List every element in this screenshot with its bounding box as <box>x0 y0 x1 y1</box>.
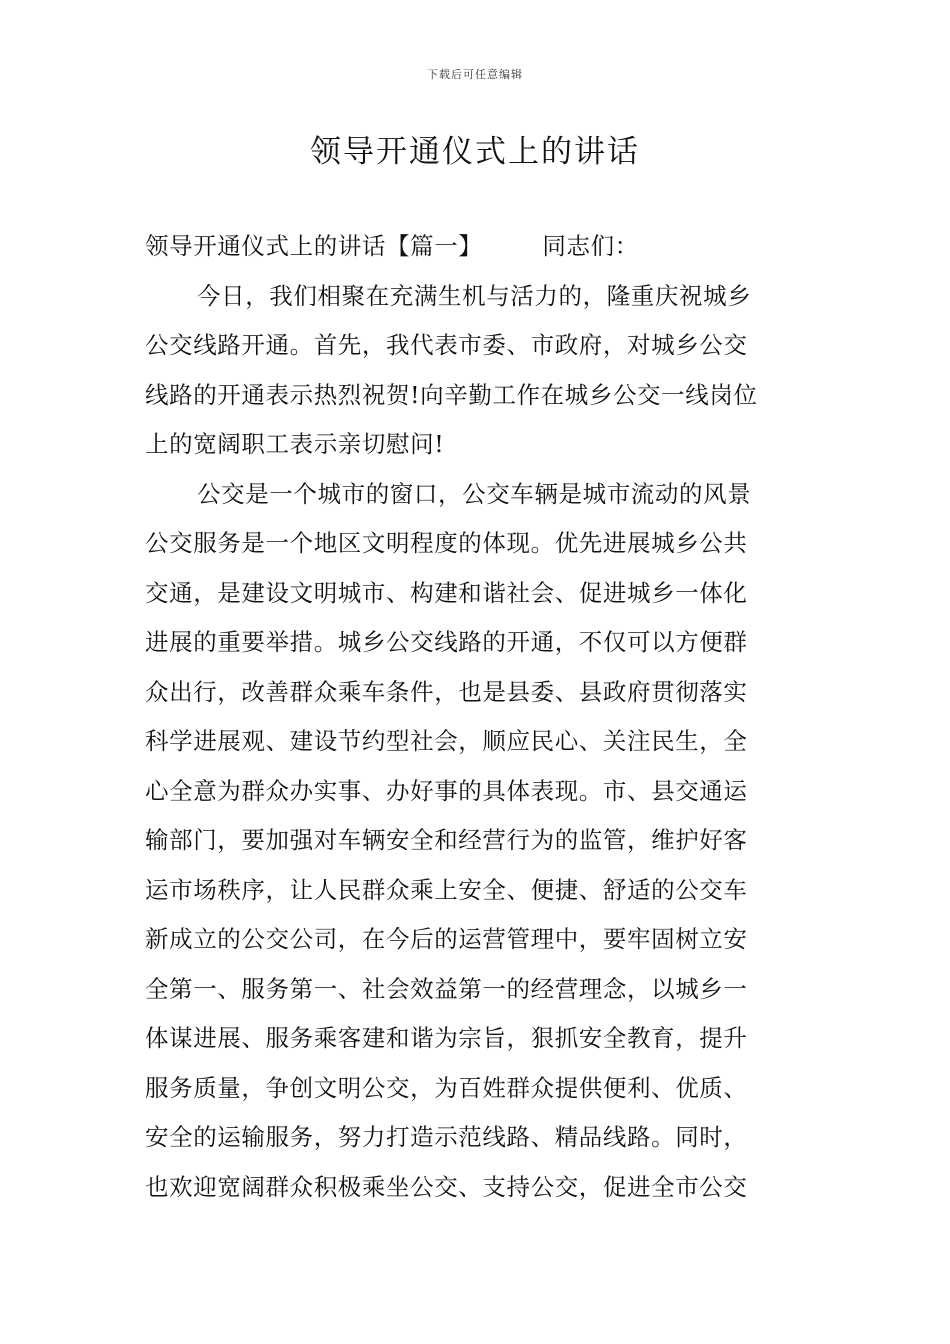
text-line: 今日，我们相聚在充满生机与活力的，隆重庆祝城乡 <box>197 281 752 310</box>
text-line: 体谋进展、服务乘客建和谐为宗旨，狠抓安全教育，提升 <box>145 1024 748 1052</box>
text-line: 线路的开通表示热烈祝贺!向辛勤工作在城乡公交一线岗位 <box>145 380 758 409</box>
text-line: 公交线路开通。首先，我代表市委、市政府，对城乡公交 <box>145 331 748 359</box>
text-line: 也欢迎宽阔群众积极乘坐公交、支持公交，促进全市公交 <box>145 1172 748 1201</box>
header-note: 下载后可任意编辑 <box>427 68 523 81</box>
text-line: 服务质量，争创文明公交，为百姓群众提供便利、优质、 <box>145 1073 748 1102</box>
document-body <box>145 222 810 1212</box>
text-line: 输部门，要加强对车辆安全和经营行为的监管，维护好客 <box>145 826 748 854</box>
text-line: 公交服务是一个地区文明程度的体现。优先进展城乡公共 <box>145 529 748 557</box>
text-line: 科学进展观、建设节约型社会，顺应民心、关注民生，全 <box>145 727 748 755</box>
paragraph-2 <box>145 470 810 1213</box>
text-line: 公交是一个城市的窗口，公交车辆是城市流动的风景 <box>197 479 752 508</box>
text-line: 运市场秩序，让人民群众乘上安全、便捷、舒适的公交车 <box>145 875 748 904</box>
text-line: 新成立的公交公司，在今后的运营管理中，要牢固树立安 <box>145 925 748 953</box>
salutation: 同志们： <box>542 232 639 260</box>
text-line: 众出行，改善群众乘车条件，也是县委、县政府贯彻落实 <box>145 677 748 706</box>
paragraph-1 <box>145 272 810 470</box>
text-line: 全第一、服务第一、社会效益第一的经营理念，以城乡一 <box>145 974 748 1003</box>
opening-line <box>145 222 810 272</box>
text-line: 心全意为群众办实事、办好事的具体表现。市、县交通运 <box>145 776 748 805</box>
document-title: 领导开通仪式上的讲话 <box>310 134 640 170</box>
text-line: 交通，是建设文明城市、构建和谐社会、促进城乡一体化 <box>145 578 748 607</box>
text-line: 安全的运输服务，努力打造示范线路、精品线路。同时， <box>145 1123 748 1151</box>
text-line: 上的宽阔职工表示亲切慰问! <box>145 430 445 458</box>
section-heading: 领导开通仪式上的讲话【篇一】 <box>145 232 483 260</box>
text-line: 进展的重要举措。城乡公交线路的开通，不仅可以方便群 <box>145 628 748 656</box>
